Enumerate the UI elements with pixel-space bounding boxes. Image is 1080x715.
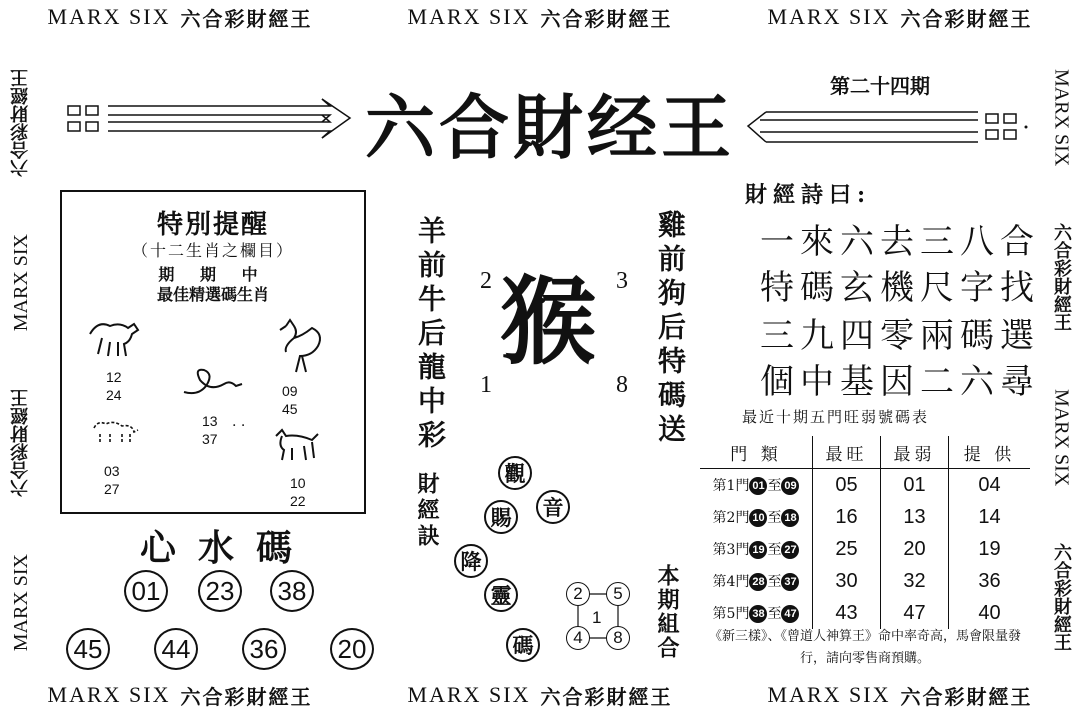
hot-cell: 05 xyxy=(813,469,881,502)
ball-from: 19 xyxy=(749,541,767,559)
banner-chinese: 六合彩財經王 xyxy=(900,6,1033,31)
left-arrow-decoration xyxy=(60,96,360,146)
zodiac-pair xyxy=(202,412,218,448)
gate-name: 第3門 xyxy=(712,542,750,558)
left-banner xyxy=(4,40,38,680)
banner-latin: MARX SIX xyxy=(47,682,171,707)
cold-cell: 32 xyxy=(881,565,949,597)
number-ball: 38 xyxy=(270,570,314,612)
gate-name: 第2門 xyxy=(712,510,750,526)
reminder-line1: 期 期 中 xyxy=(158,265,268,284)
hot-cell: 25 xyxy=(813,533,881,565)
zodiac-number: 24 xyxy=(106,387,122,403)
corner-number: 3 xyxy=(616,268,628,294)
notice-text: 《新三樣》、《曾道人神算王》命中率奇高，馬會限量發行，請向零售商預購。 xyxy=(708,629,1021,666)
banner-latin: MARX SIX xyxy=(1050,388,1073,486)
guanyin-circle: 靈 xyxy=(484,578,518,612)
reminder-title: 特別提醒 xyxy=(156,210,269,240)
stats-table xyxy=(700,436,1030,629)
guanyin-circle: 降 xyxy=(454,544,488,578)
zodiac-pair xyxy=(282,382,298,418)
banner-chinese: 六合彩財經王 xyxy=(180,684,313,709)
banner-segment xyxy=(408,3,673,32)
number-ball: 01 xyxy=(124,570,168,612)
rooster-icon xyxy=(272,316,328,376)
reminder-subtitle: （十二生肖之欄目） xyxy=(131,241,294,260)
offer-cell: 14 xyxy=(978,505,1001,528)
corner-number: 8 xyxy=(616,372,628,398)
right-arrow-decoration xyxy=(738,104,1038,154)
table-row xyxy=(700,533,1030,565)
banner-chinese: 六合彩財經王 xyxy=(10,68,31,177)
poem-line: 三九四零兩碼選 xyxy=(760,316,1040,356)
combo-number: 4 xyxy=(566,626,590,650)
offer-cell: 40 xyxy=(978,601,1001,624)
gate-name: 第1門 xyxy=(712,478,750,494)
horse-icon xyxy=(84,314,144,360)
corner-number: 2 xyxy=(480,268,492,294)
table-row xyxy=(700,469,1030,502)
verse-right: 雞前狗后特碼送 xyxy=(654,210,687,448)
zodiac-pair xyxy=(290,474,306,510)
number-ball: 44 xyxy=(154,628,198,670)
table-row xyxy=(700,597,1030,629)
offer-cell: 19 xyxy=(978,537,1001,560)
guanyin-circle: 觀 xyxy=(498,456,532,490)
bottom-banner xyxy=(0,678,1080,712)
guanyin-circle: 音 xyxy=(536,490,570,524)
cold-cell: 01 xyxy=(881,469,949,502)
poem-heading: 財經詩曰: xyxy=(745,182,872,208)
banner-latin: MARX SIX xyxy=(1050,68,1073,166)
verse-left: 羊前牛后龍中彩 xyxy=(414,216,447,454)
to-word: 至 xyxy=(767,478,782,494)
banner-segment xyxy=(48,3,313,32)
corner-number: 1 xyxy=(480,372,492,398)
ball-from: 10 xyxy=(749,509,767,527)
banner-latin: MARX SIX xyxy=(767,4,891,29)
to-word: 至 xyxy=(767,606,782,622)
hot-cell: 43 xyxy=(813,597,881,629)
banner-segment xyxy=(768,3,1033,32)
reminder-line2: 最佳精選碼生肖 xyxy=(156,285,269,304)
combo-number: 1 xyxy=(592,608,602,627)
zodiac-number: 13 xyxy=(202,413,218,429)
top-banner xyxy=(0,0,1080,34)
water-title: 心水碼 xyxy=(140,528,315,569)
guanyin-circle: 賜 xyxy=(484,500,518,534)
ball-from: 28 xyxy=(749,573,767,591)
banner-chinese: 六合彩財經王 xyxy=(180,6,313,31)
dots: . . xyxy=(232,414,246,430)
cold-cell: 13 xyxy=(881,501,949,533)
combo-number: 8 xyxy=(606,626,630,650)
poem-line: 一來六去三八合 xyxy=(760,222,1040,262)
zodiac-number: 03 xyxy=(104,463,120,479)
page-title: 六合財经王 xyxy=(365,87,735,169)
guanyin-circle: 碼 xyxy=(506,628,540,662)
banner-segment xyxy=(48,681,313,710)
banner-chinese: 六合彩財經王 xyxy=(1051,223,1072,332)
issue-number: 第二十四期 xyxy=(830,74,930,98)
verse-left-label: 財經訣 xyxy=(414,472,440,550)
banner-latin: MARX SIX xyxy=(767,682,891,707)
banner-segment xyxy=(408,681,673,710)
to-word: 至 xyxy=(767,542,782,558)
ball-to: 47 xyxy=(781,605,799,623)
zodiac-pair xyxy=(106,368,122,404)
gate-cell xyxy=(700,501,813,533)
zodiac-pair xyxy=(104,462,120,498)
ball-from: 01 xyxy=(749,477,767,495)
combo-number: 5 xyxy=(606,582,630,606)
reminder-box xyxy=(60,190,366,514)
table-row xyxy=(700,501,1030,533)
offer-cell: 36 xyxy=(978,569,1001,592)
cold-cell: 20 xyxy=(881,533,949,565)
combo-label: 本期組合 xyxy=(654,564,680,660)
ball-to: 18 xyxy=(781,509,799,527)
column-header: 最弱 xyxy=(881,436,949,469)
banner-latin: MARX SIX xyxy=(9,234,32,332)
banner-chinese: 六合彩財經王 xyxy=(10,388,31,497)
gate-name: 第4門 xyxy=(712,574,750,590)
right-banner xyxy=(1044,40,1078,680)
number-ball: 20 xyxy=(330,628,374,670)
zodiac-number: 27 xyxy=(104,481,120,497)
stats-title: 最近十期五門旺弱號碼表 xyxy=(742,408,930,426)
zodiac-number: 09 xyxy=(282,383,298,399)
snake-icon xyxy=(180,360,246,400)
combo-number: 2 xyxy=(566,582,590,606)
zodiac-number: 12 xyxy=(106,369,122,385)
column-header: 提 供 xyxy=(949,436,1031,469)
banner-segment xyxy=(768,681,1033,710)
banner-chinese: 六合彩財經王 xyxy=(900,684,1033,709)
banner-latin: MARX SIX xyxy=(47,4,171,29)
banner-chinese: 六合彩財經王 xyxy=(540,6,673,31)
ball-to: 09 xyxy=(781,477,799,495)
cold-cell: 47 xyxy=(881,597,949,629)
gate-name: 第5門 xyxy=(712,606,750,622)
banner-latin: MARX SIX xyxy=(9,554,32,652)
column-header: 門 類 xyxy=(700,436,813,469)
ball-from: 38 xyxy=(749,605,767,623)
column-header: 最旺 xyxy=(813,436,881,469)
offer-cell: 04 xyxy=(978,473,1001,496)
banner-latin: MARX SIX xyxy=(407,682,531,707)
gate-cell xyxy=(700,565,813,597)
zodiac-number: 45 xyxy=(282,401,298,417)
dog-icon xyxy=(268,424,324,464)
table-header-row xyxy=(700,436,1030,469)
ball-to: 37 xyxy=(781,573,799,591)
poem-line: 個中基因二六尋 xyxy=(760,362,1040,402)
banner-latin: MARX SIX xyxy=(407,4,531,29)
to-word: 至 xyxy=(767,574,782,590)
poem-line: 特碼玄機尺字找 xyxy=(760,268,1040,308)
gate-cell xyxy=(700,533,813,565)
to-word: 至 xyxy=(767,510,782,526)
table-row xyxy=(700,565,1030,597)
zodiac-number: 10 xyxy=(290,475,306,491)
banner-chinese: 六合彩財經王 xyxy=(540,684,673,709)
gate-cell xyxy=(700,469,813,502)
ball-to: 27 xyxy=(781,541,799,559)
sheep-icon xyxy=(88,414,144,450)
zodiac-number: 37 xyxy=(202,431,218,447)
zodiac-number: 22 xyxy=(290,493,306,509)
hot-cell: 30 xyxy=(813,565,881,597)
hot-cell: 16 xyxy=(813,501,881,533)
number-ball: 45 xyxy=(66,628,110,670)
number-ball: 23 xyxy=(198,570,242,612)
number-ball: 36 xyxy=(242,628,286,670)
banner-chinese: 六合彩財經王 xyxy=(1051,543,1072,652)
gate-cell xyxy=(700,597,813,629)
monkey-character: 猴 xyxy=(500,265,596,378)
